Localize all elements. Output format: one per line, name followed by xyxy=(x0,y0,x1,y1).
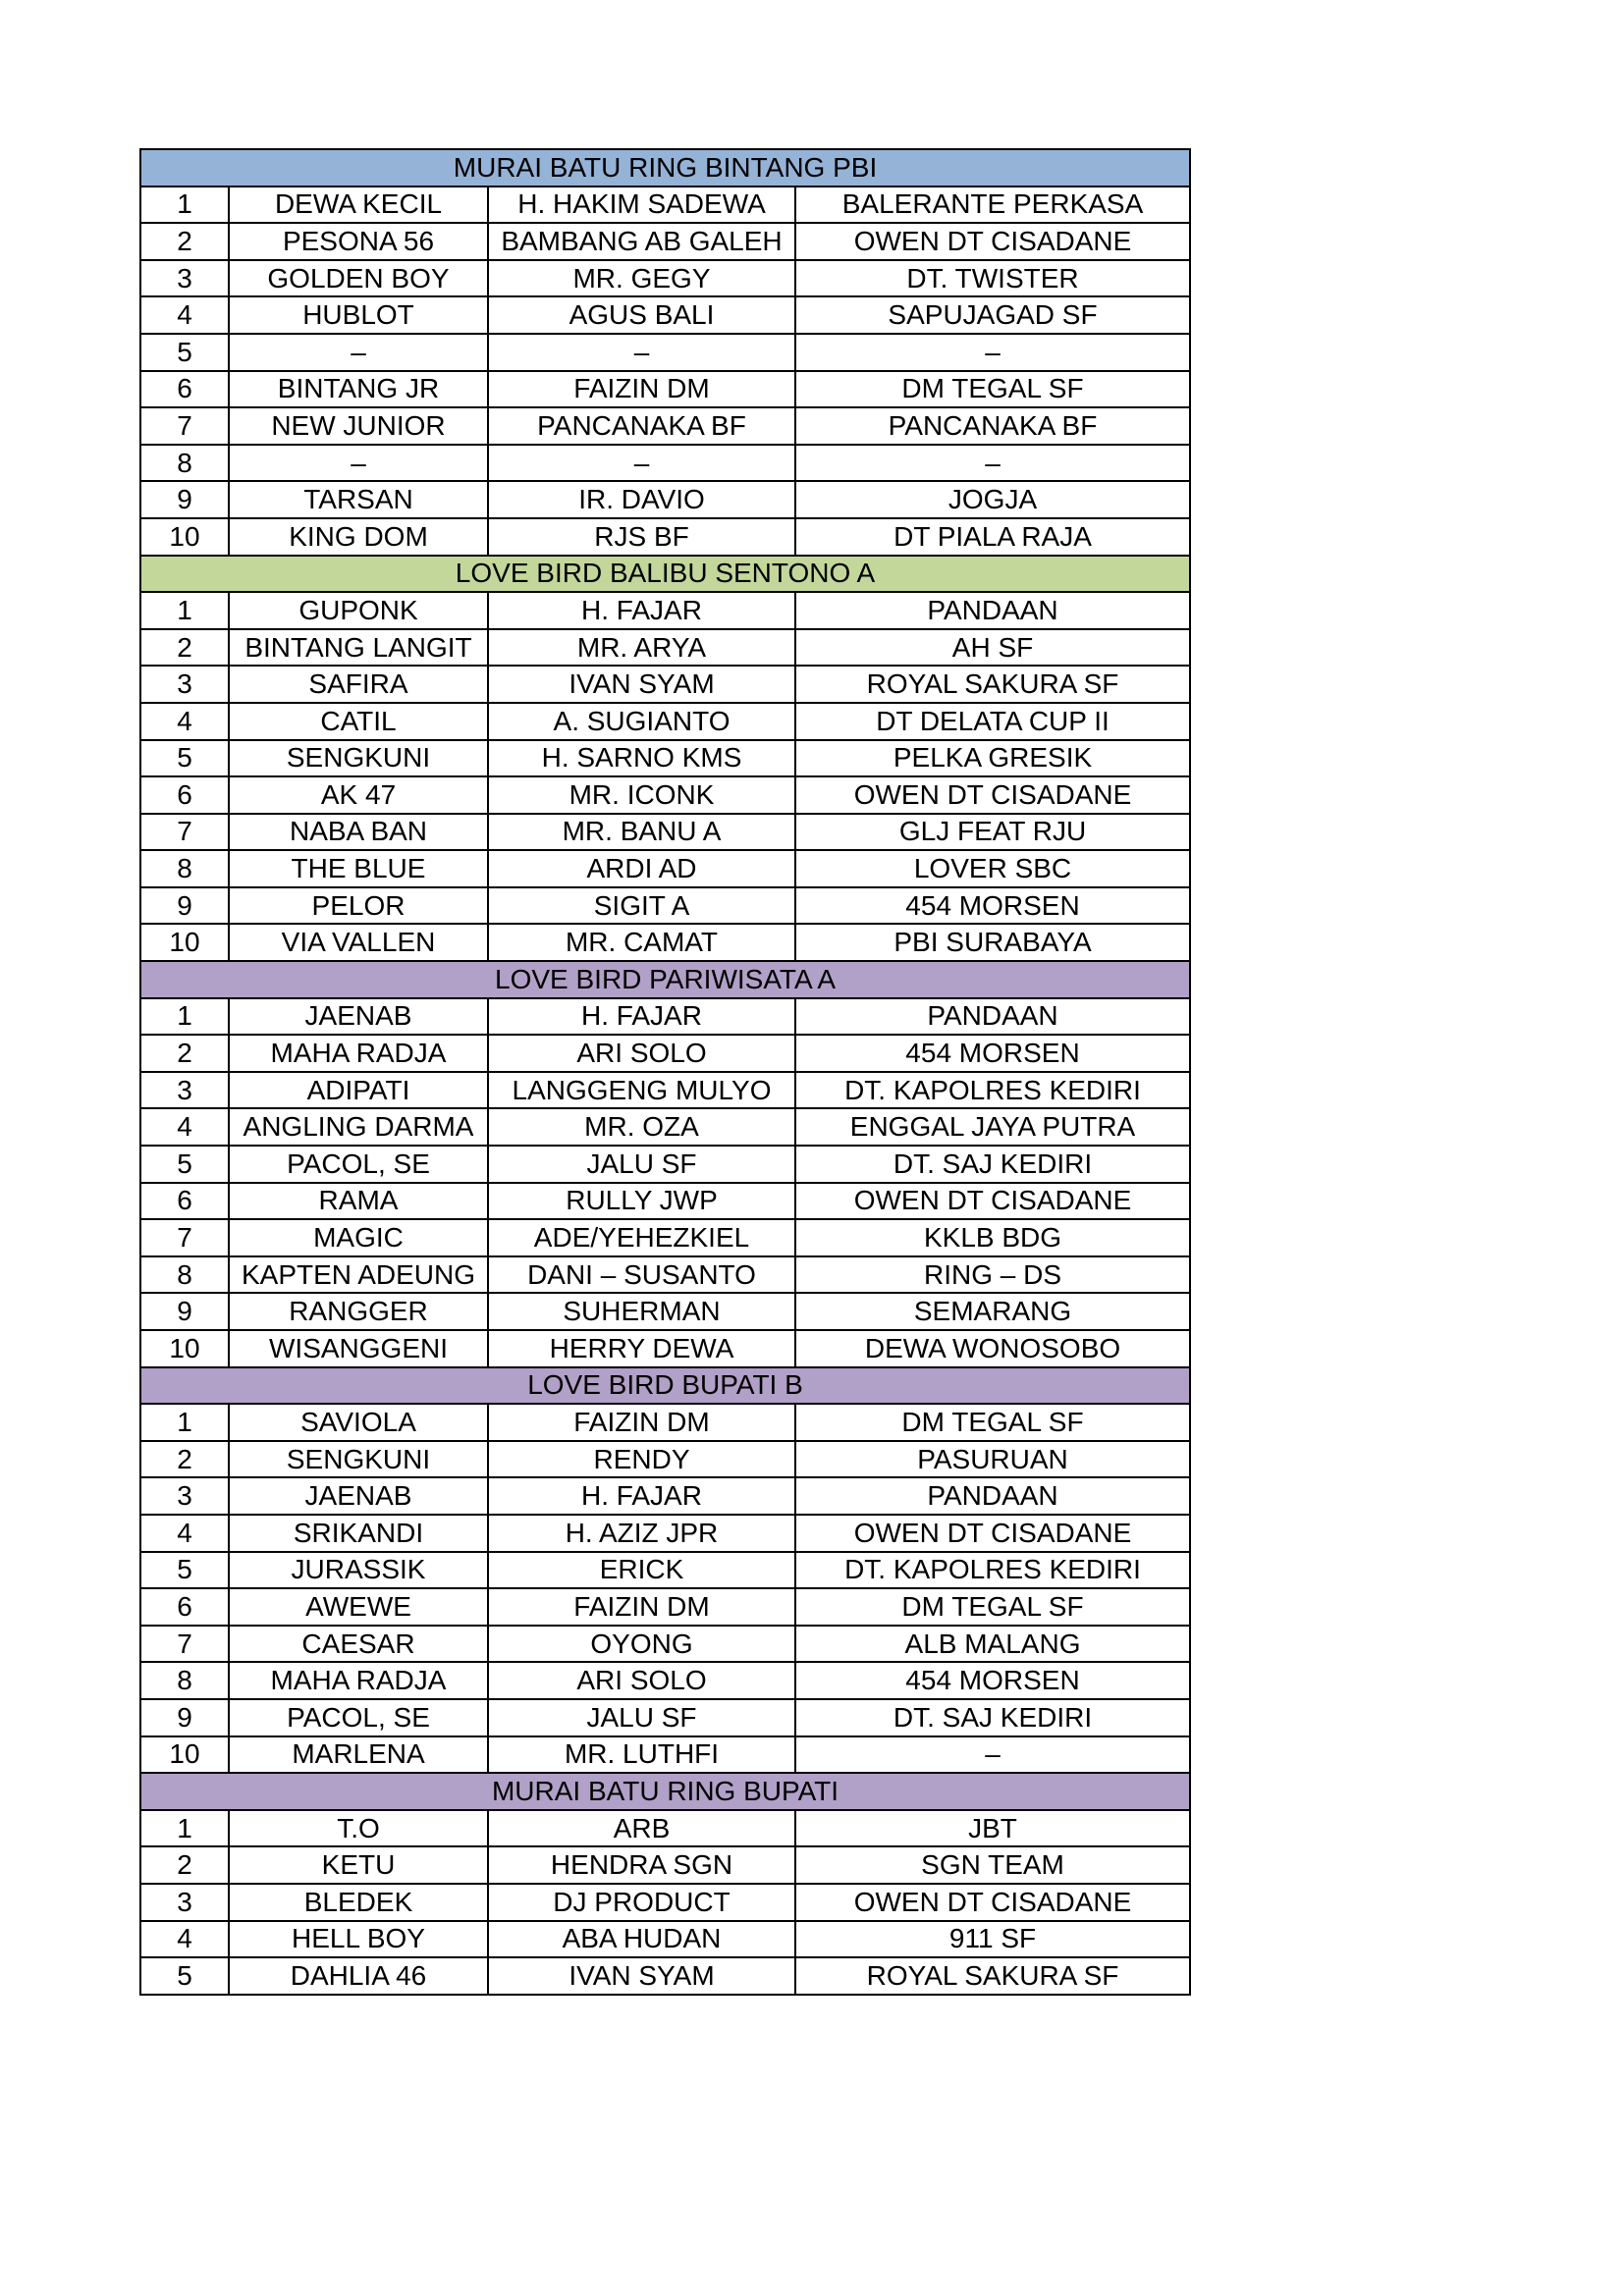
rank-cell: 1 xyxy=(140,592,229,629)
owner-cell: IVAN SYAM xyxy=(488,666,795,703)
bird-name-cell: GOLDEN BOY xyxy=(229,260,488,297)
table-row xyxy=(140,407,1190,445)
team-cell: – xyxy=(795,334,1190,371)
table-row xyxy=(140,371,1190,408)
table-row xyxy=(140,1330,1190,1367)
team-cell: DM TEGAL SF xyxy=(795,371,1190,408)
bird-name-cell: KETU xyxy=(229,1846,488,1884)
team-cell: JBT xyxy=(795,1810,1190,1847)
rank-cell: 9 xyxy=(140,887,229,925)
bird-name-cell: HELL BOY xyxy=(229,1921,488,1958)
team-cell: OWEN DT CISADANE xyxy=(795,1884,1190,1921)
rank-cell: 4 xyxy=(140,1108,229,1146)
results-table xyxy=(139,148,1191,1996)
owner-cell: H. AZIZ JPR xyxy=(488,1515,795,1552)
bird-name-cell: DEWA KECIL xyxy=(229,187,488,224)
bird-name-cell: JURASSIK xyxy=(229,1552,488,1589)
team-cell: ALB MALANG xyxy=(795,1626,1190,1663)
rank-cell: 6 xyxy=(140,371,229,408)
table-row xyxy=(140,1515,1190,1552)
owner-cell: FAIZIN DM xyxy=(488,1404,795,1441)
bird-name-cell: GUPONK xyxy=(229,592,488,629)
rank-cell: 4 xyxy=(140,1921,229,1958)
team-cell: DT. SAJ KEDIRI xyxy=(795,1699,1190,1736)
bird-name-cell: CAESAR xyxy=(229,1626,488,1663)
table-row xyxy=(140,1072,1190,1109)
team-cell: OWEN DT CISADANE xyxy=(795,1515,1190,1552)
rank-cell: 8 xyxy=(140,850,229,887)
team-cell: – xyxy=(795,1736,1190,1774)
owner-cell: RJS BF xyxy=(488,518,795,556)
table-row xyxy=(140,924,1190,961)
rank-cell: 4 xyxy=(140,296,229,334)
rank-cell: 7 xyxy=(140,407,229,445)
team-cell: BALERANTE PERKASA xyxy=(795,187,1190,224)
section-header-row xyxy=(140,1773,1190,1810)
owner-cell: ERICK xyxy=(488,1552,795,1589)
table-row xyxy=(140,1846,1190,1884)
table-row xyxy=(140,998,1190,1036)
team-cell: – xyxy=(795,445,1190,482)
team-cell: PANCANAKA BF xyxy=(795,407,1190,445)
bird-name-cell: – xyxy=(229,445,488,482)
table-row xyxy=(140,703,1190,740)
bird-name-cell: MAHA RADJA xyxy=(229,1035,488,1072)
section-title: MURAI BATU RING BINTANG PBI xyxy=(140,149,1190,187)
section-header-row xyxy=(140,556,1190,593)
rank-cell: 7 xyxy=(140,1626,229,1663)
team-cell: DT. TWISTER xyxy=(795,260,1190,297)
rank-cell: 1 xyxy=(140,187,229,224)
team-cell: DEWA WONOSOBO xyxy=(795,1330,1190,1367)
rank-cell: 3 xyxy=(140,1477,229,1515)
table-row xyxy=(140,666,1190,703)
owner-cell: SUHERMAN xyxy=(488,1293,795,1330)
rank-cell: 1 xyxy=(140,1810,229,1847)
bird-name-cell: JAENAB xyxy=(229,998,488,1036)
rank-cell: 6 xyxy=(140,776,229,814)
rank-cell: 8 xyxy=(140,445,229,482)
owner-cell: HERRY DEWA xyxy=(488,1330,795,1367)
table-row xyxy=(140,1588,1190,1626)
bird-name-cell: THE BLUE xyxy=(229,850,488,887)
bird-name-cell: DAHLIA 46 xyxy=(229,1957,488,1995)
bird-name-cell: MAHA RADJA xyxy=(229,1662,488,1699)
table-row xyxy=(140,1477,1190,1515)
owner-cell: H. SARNO KMS xyxy=(488,740,795,777)
table-row xyxy=(140,260,1190,297)
table-row xyxy=(140,1256,1190,1294)
team-cell: 454 MORSEN xyxy=(795,1035,1190,1072)
rank-cell: 9 xyxy=(140,1293,229,1330)
rank-cell: 1 xyxy=(140,998,229,1036)
results-body xyxy=(140,149,1190,1995)
rank-cell: 1 xyxy=(140,1404,229,1441)
bird-name-cell: SRIKANDI xyxy=(229,1515,488,1552)
team-cell: SGN TEAM xyxy=(795,1846,1190,1884)
table-row xyxy=(140,1736,1190,1774)
team-cell: 911 SF xyxy=(795,1921,1190,1958)
owner-cell: OYONG xyxy=(488,1626,795,1663)
bird-name-cell: VIA VALLEN xyxy=(229,924,488,961)
table-row xyxy=(140,814,1190,851)
owner-cell: MR. LUTHFI xyxy=(488,1736,795,1774)
table-row xyxy=(140,1810,1190,1847)
rank-cell: 2 xyxy=(140,1441,229,1478)
team-cell: PASURUAN xyxy=(795,1441,1190,1478)
table-row xyxy=(140,1626,1190,1663)
table-row xyxy=(140,518,1190,556)
table-row xyxy=(140,187,1190,224)
rank-cell: 2 xyxy=(140,223,229,260)
bird-name-cell: ANGLING DARMA xyxy=(229,1108,488,1146)
team-cell: JOGJA xyxy=(795,481,1190,518)
bird-name-cell: KING DOM xyxy=(229,518,488,556)
team-cell: OWEN DT CISADANE xyxy=(795,776,1190,814)
table-row xyxy=(140,296,1190,334)
owner-cell: ARI SOLO xyxy=(488,1662,795,1699)
table-row xyxy=(140,223,1190,260)
bird-name-cell: AWEWE xyxy=(229,1588,488,1626)
bird-name-cell: PACOL, SE xyxy=(229,1699,488,1736)
owner-cell: HENDRA SGN xyxy=(488,1846,795,1884)
bird-name-cell: NABA BAN xyxy=(229,814,488,851)
owner-cell: ARI SOLO xyxy=(488,1035,795,1072)
bird-name-cell: CATIL xyxy=(229,703,488,740)
owner-cell: H. FAJAR xyxy=(488,1477,795,1515)
rank-cell: 7 xyxy=(140,814,229,851)
rank-cell: 9 xyxy=(140,481,229,518)
team-cell: DT. SAJ KEDIRI xyxy=(795,1146,1190,1183)
owner-cell: FAIZIN DM xyxy=(488,371,795,408)
bird-name-cell: SAVIOLA xyxy=(229,1404,488,1441)
bird-name-cell: SENGKUNI xyxy=(229,740,488,777)
table-row xyxy=(140,887,1190,925)
team-cell: OWEN DT CISADANE xyxy=(795,1183,1190,1220)
owner-cell: MR. ARYA xyxy=(488,629,795,667)
rank-cell: 9 xyxy=(140,1699,229,1736)
owner-cell: ARB xyxy=(488,1810,795,1847)
rank-cell: 5 xyxy=(140,1146,229,1183)
bird-name-cell: PESONA 56 xyxy=(229,223,488,260)
table-row xyxy=(140,1957,1190,1995)
owner-cell: MR. OZA xyxy=(488,1108,795,1146)
rank-cell: 3 xyxy=(140,1072,229,1109)
owner-cell: JALU SF xyxy=(488,1699,795,1736)
bird-name-cell: KAPTEN ADEUNG xyxy=(229,1256,488,1294)
owner-cell: DJ PRODUCT xyxy=(488,1884,795,1921)
team-cell: AH SF xyxy=(795,629,1190,667)
team-cell: GLJ FEAT RJU xyxy=(795,814,1190,851)
owner-cell: LANGGENG MULYO xyxy=(488,1072,795,1109)
table-row xyxy=(140,1662,1190,1699)
rank-cell: 8 xyxy=(140,1256,229,1294)
section-title: MURAI BATU RING BUPATI xyxy=(140,1773,1190,1810)
bird-name-cell: BINTANG LANGIT xyxy=(229,629,488,667)
team-cell: SAPUJAGAD SF xyxy=(795,296,1190,334)
section-header-row xyxy=(140,961,1190,998)
owner-cell: H. FAJAR xyxy=(488,592,795,629)
owner-cell: RULLY JWP xyxy=(488,1183,795,1220)
bird-name-cell: MARLENA xyxy=(229,1736,488,1774)
table-row xyxy=(140,1441,1190,1478)
owner-cell: – xyxy=(488,445,795,482)
table-row xyxy=(140,850,1190,887)
team-cell: 454 MORSEN xyxy=(795,1662,1190,1699)
team-cell: KKLB BDG xyxy=(795,1219,1190,1256)
section-title: LOVE BIRD BALIBU SENTONO A xyxy=(140,556,1190,593)
section-header-row xyxy=(140,1367,1190,1405)
bird-name-cell: HUBLOT xyxy=(229,296,488,334)
team-cell: DT. KAPOLRES KEDIRI xyxy=(795,1072,1190,1109)
team-cell: DM TEGAL SF xyxy=(795,1588,1190,1626)
table-row xyxy=(140,1183,1190,1220)
bird-name-cell: MAGIC xyxy=(229,1219,488,1256)
table-row xyxy=(140,481,1190,518)
table-row xyxy=(140,445,1190,482)
bird-name-cell: AK 47 xyxy=(229,776,488,814)
bird-name-cell: BLEDEK xyxy=(229,1884,488,1921)
rank-cell: 10 xyxy=(140,1330,229,1367)
owner-cell: ADE/YEHEZKIEL xyxy=(488,1219,795,1256)
table-row xyxy=(140,334,1190,371)
table-row xyxy=(140,1146,1190,1183)
bird-name-cell: TARSAN xyxy=(229,481,488,518)
rank-cell: 7 xyxy=(140,1219,229,1256)
owner-cell: DANI – SUSANTO xyxy=(488,1256,795,1294)
team-cell: 454 MORSEN xyxy=(795,887,1190,925)
bird-name-cell: NEW JUNIOR xyxy=(229,407,488,445)
owner-cell: ABA HUDAN xyxy=(488,1921,795,1958)
bird-name-cell: T.O xyxy=(229,1810,488,1847)
team-cell: DT PIALA RAJA xyxy=(795,518,1190,556)
bird-name-cell: WISANGGENI xyxy=(229,1330,488,1367)
bird-name-cell: BINTANG JR xyxy=(229,371,488,408)
table-row xyxy=(140,1035,1190,1072)
team-cell: PANDAAN xyxy=(795,1477,1190,1515)
table-row xyxy=(140,1552,1190,1589)
bird-name-cell: RAMA xyxy=(229,1183,488,1220)
rank-cell: 4 xyxy=(140,1515,229,1552)
bird-name-cell: RANGGER xyxy=(229,1293,488,1330)
owner-cell: BAMBANG AB GALEH xyxy=(488,223,795,260)
rank-cell: 10 xyxy=(140,924,229,961)
owner-cell: MR. GEGY xyxy=(488,260,795,297)
rank-cell: 5 xyxy=(140,1552,229,1589)
owner-cell: IR. DAVIO xyxy=(488,481,795,518)
owner-cell: AGUS BALI xyxy=(488,296,795,334)
team-cell: OWEN DT CISADANE xyxy=(795,223,1190,260)
rank-cell: 2 xyxy=(140,629,229,667)
team-cell: PANDAAN xyxy=(795,592,1190,629)
rank-cell: 2 xyxy=(140,1035,229,1072)
rank-cell: 2 xyxy=(140,1846,229,1884)
owner-cell: SIGIT A xyxy=(488,887,795,925)
rank-cell: 8 xyxy=(140,1662,229,1699)
rank-cell: 5 xyxy=(140,740,229,777)
rank-cell: 10 xyxy=(140,518,229,556)
owner-cell: ARDI AD xyxy=(488,850,795,887)
owner-cell: H. FAJAR xyxy=(488,998,795,1036)
table-row xyxy=(140,1219,1190,1256)
rank-cell: 4 xyxy=(140,703,229,740)
team-cell: DT DELATA CUP II xyxy=(795,703,1190,740)
table-row xyxy=(140,1921,1190,1958)
owner-cell: MR. CAMAT xyxy=(488,924,795,961)
rank-cell: 3 xyxy=(140,666,229,703)
table-row xyxy=(140,776,1190,814)
team-cell: DT. KAPOLRES KEDIRI xyxy=(795,1552,1190,1589)
team-cell: DM TEGAL SF xyxy=(795,1404,1190,1441)
table-row xyxy=(140,1884,1190,1921)
table-row xyxy=(140,1699,1190,1736)
owner-cell: PANCANAKA BF xyxy=(488,407,795,445)
table-row xyxy=(140,740,1190,777)
team-cell: PBI SURABAYA xyxy=(795,924,1190,961)
team-cell: PELKA GRESIK xyxy=(795,740,1190,777)
rank-cell: 6 xyxy=(140,1588,229,1626)
table-row xyxy=(140,1108,1190,1146)
bird-name-cell: PELOR xyxy=(229,887,488,925)
owner-cell: MR. ICONK xyxy=(488,776,795,814)
team-cell: LOVER SBC xyxy=(795,850,1190,887)
team-cell: SEMARANG xyxy=(795,1293,1190,1330)
rank-cell: 10 xyxy=(140,1736,229,1774)
owner-cell: A. SUGIANTO xyxy=(488,703,795,740)
section-header-row xyxy=(140,149,1190,187)
rank-cell: 5 xyxy=(140,334,229,371)
bird-name-cell: JAENAB xyxy=(229,1477,488,1515)
owner-cell: RENDY xyxy=(488,1441,795,1478)
table-row xyxy=(140,1293,1190,1330)
table-row xyxy=(140,1404,1190,1441)
owner-cell: JALU SF xyxy=(488,1146,795,1183)
owner-cell: H. HAKIM SADEWA xyxy=(488,187,795,224)
table-row xyxy=(140,629,1190,667)
section-title: LOVE BIRD BUPATI B xyxy=(140,1367,1190,1405)
team-cell: PANDAAN xyxy=(795,998,1190,1036)
table-row xyxy=(140,592,1190,629)
bird-name-cell: SENGKUNI xyxy=(229,1441,488,1478)
bird-name-cell: SAFIRA xyxy=(229,666,488,703)
owner-cell: FAIZIN DM xyxy=(488,1588,795,1626)
owner-cell: IVAN SYAM xyxy=(488,1957,795,1995)
bird-name-cell: – xyxy=(229,334,488,371)
team-cell: ENGGAL JAYA PUTRA xyxy=(795,1108,1190,1146)
rank-cell: 3 xyxy=(140,1884,229,1921)
section-title: LOVE BIRD PARIWISATA A xyxy=(140,961,1190,998)
team-cell: ROYAL SAKURA SF xyxy=(795,666,1190,703)
owner-cell: – xyxy=(488,334,795,371)
bird-name-cell: PACOL, SE xyxy=(229,1146,488,1183)
bird-name-cell: ADIPATI xyxy=(229,1072,488,1109)
rank-cell: 6 xyxy=(140,1183,229,1220)
team-cell: ROYAL SAKURA SF xyxy=(795,1957,1190,1995)
team-cell: RING – DS xyxy=(795,1256,1190,1294)
owner-cell: MR. BANU A xyxy=(488,814,795,851)
rank-cell: 5 xyxy=(140,1957,229,1995)
rank-cell: 3 xyxy=(140,260,229,297)
